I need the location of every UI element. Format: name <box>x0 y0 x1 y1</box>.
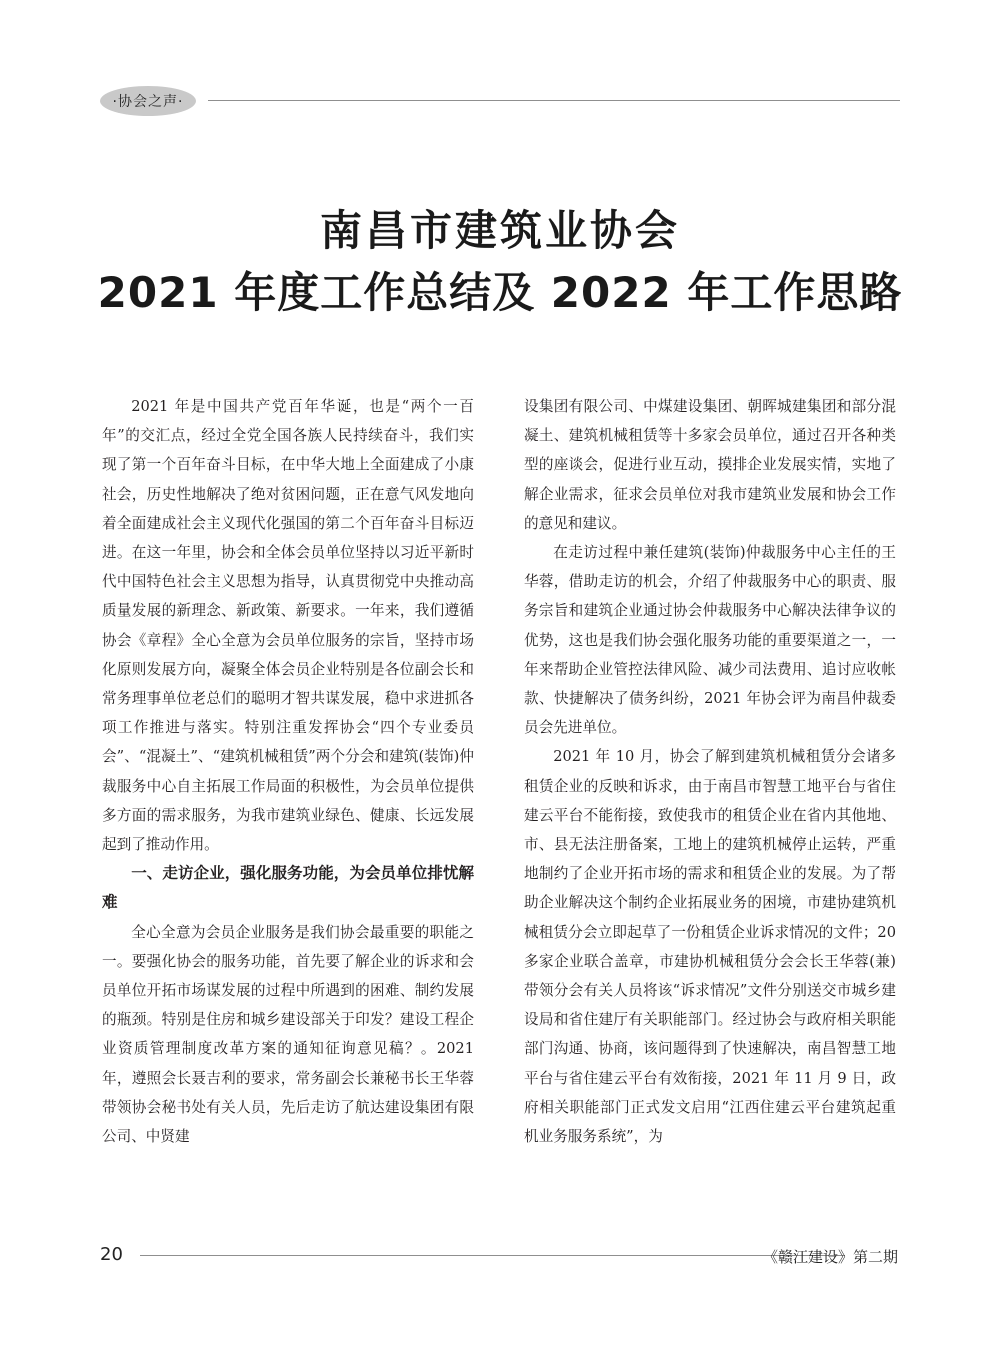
title-line-1: 南昌市建筑业协会 <box>319 206 680 255</box>
header-divider <box>208 100 900 101</box>
page-number: 20 <box>100 1244 123 1265</box>
paragraph-arbitration: 在走访过程中兼任建筑(装饰)仲裁服务中心主任的王华蓉，借助走访的机会，介绍了仲裁服务中心的职责、服务宗旨和建筑企业通过协会仲裁服务中心解决法律争议的优势，这也是我们协会强化服务功能的重要渠道之一，一年来帮助企业管控法律风险、减少司法费用、追讨应收帐款、快捷解决了债务纠纷，2021 年协会评为南昌仲裁委员会先进单位。 <box>524 544 896 737</box>
journal-name: 《赣江建设》第二期 <box>762 1248 898 1266</box>
section-heading-1: 一、走访企业，强化服务功能，为会员单位排忧解难 <box>102 864 474 912</box>
title-line-2: 2021 年度工作总结及 2022 年工作思路 <box>97 268 903 317</box>
paragraph-continued: 设集团有限公司、中煤建设集团、朝晖城建集团和部分混凝土、建筑机械租赁等十多家会员单位，通过召开各种类型的座谈会，促进行业互动，摸排企业发展实情，实地了解企业需求，征求会员单位对我市建筑业发展和协会工作的意见和建议。 <box>524 398 896 532</box>
article-title <box>0 200 1000 324</box>
footer-divider <box>140 1255 845 1256</box>
section-tag: ·协会之声· <box>100 86 196 116</box>
right-column <box>524 392 896 1151</box>
paragraph-service: 全心全意为会员企业服务是我们协会最重要的职能之一。要强化协会的服务功能，首先要了解企业的诉求和会员单位开拓市场谋发展的过程中所遇到的困难、制约发展的瓶颈。特别是住房和城乡建设部关于印发？建设工程企业资质管理制度改革方案的通知征询意见稿？。2021 年，遵照会长聂吉利的要求，常务副会长兼秘书长王华蓉带领协会秘书处有关人员，先后走访了航达建设集团有限公司、中贤建 <box>102 923 474 1146</box>
left-column <box>102 392 474 1151</box>
paragraph-intro: 2021 年是中国共产党百年华诞，也是“两个一百年”的交汇点，经过全党全国各族人民持续奋斗，我们实现了第一个百年奋斗目标，在中华大地上全面建成了小康社会，历史性地解决了绝对贫困问题，正在意气风发地向着全面建成社会主义现代化强国的第二个百年奋斗目标迈进。在这一年里，协会和全体会员单位坚持以习近平新时代中国特色社会主义思想为指导，认真贯彻党中央推动高质量发展的新理念、新政策、新要求。一年来，我们遵循协会《章程》全心全意为会员单位服务的宗旨，坚持市场化原则发展方向，凝聚全体会员企业特别是各位副会长和常务理事单位老总们的聪明才智共谋发展，稳中求进抓各项工作推进与落实。特别注重发挥协会“四个专业委员会”、“混凝土”、“建筑机械租赁”两个分会和建筑(装饰)仲裁服务中心自主拓展工作局面的积极性，为会员单位提供多方面的需求服务，为我市建筑业绿色、健康、长远发展起到了推动作用。 <box>102 398 474 854</box>
paragraph-leasing: 2021 年 10 月，协会了解到建筑机械租赁分会诸多租赁企业的反映和诉求，由于南昌市智慧工地平台与省住建云平台不能衔接，致使我市的租赁企业在省内其他地、市、县无法注册备案，工地上的建筑机械停止运转，严重地制约了企业开拓市场的需求和租赁企业的发展。为了帮助企业解决这个制约企业拓展业务的困境，市建协建筑机械租赁分会立即起草了一份租赁企业诉求情况的文件；20 多家企业联合盖章，市建协机械租赁分会会长王华蓉(兼)带领分会有关人员将该“诉求情况”文件分别送交市城乡建设局和省住建厅有关职能部门。经过协会与政府相关职能部门沟通、协商，该问题得到了快速解决，南昌智慧工地平台与省住建云平台有效衔接，2021 年 11 月 9 日，政府相关职能部门正式发文启用“江西住建云平台建筑起重机业务服务系统”，为 <box>524 748 896 1146</box>
